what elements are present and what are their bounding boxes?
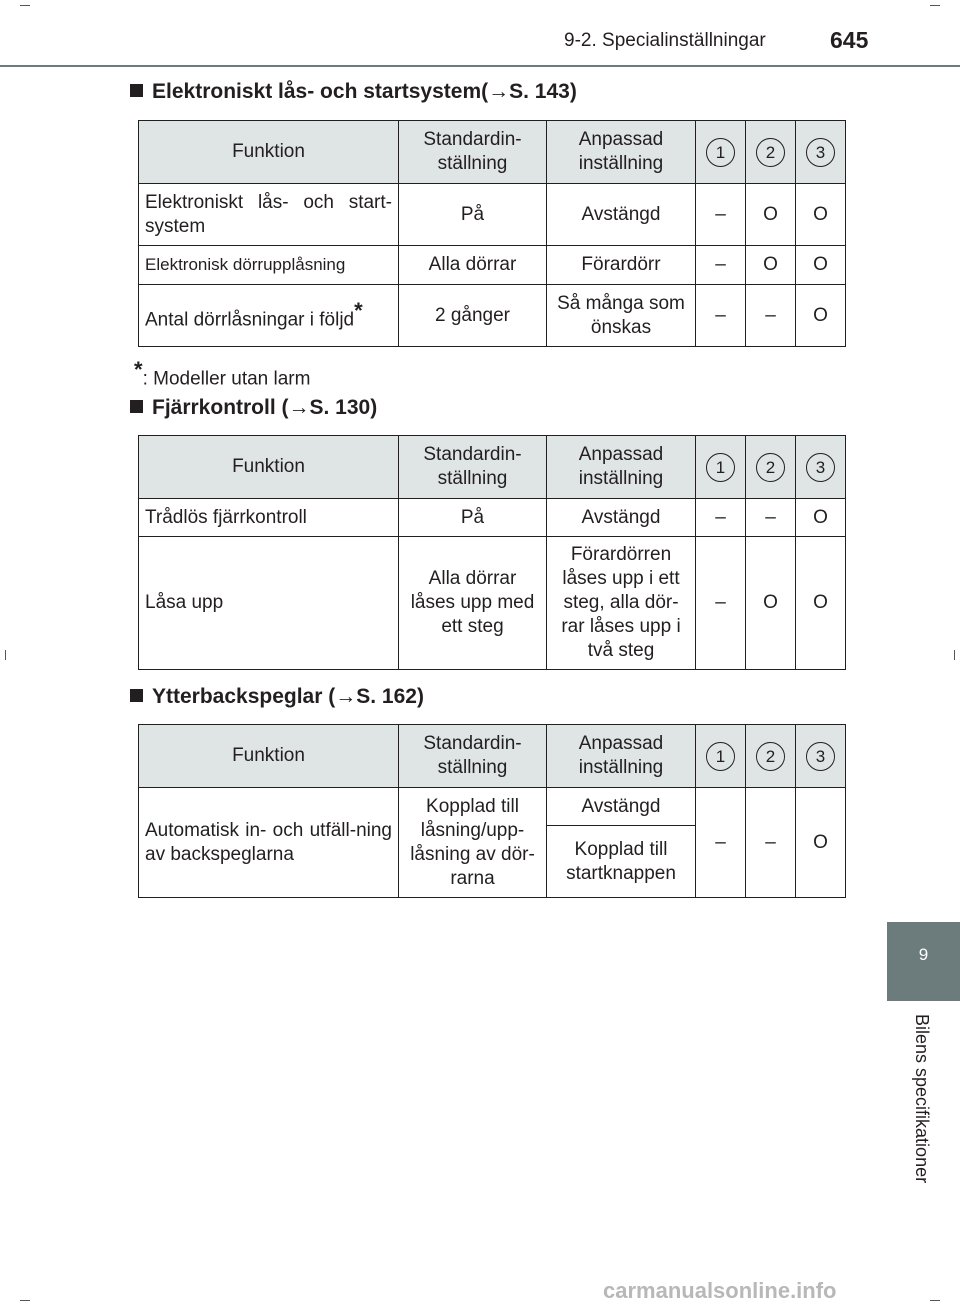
col-3 — [796, 725, 846, 788]
bullet-square-icon — [130, 84, 143, 97]
crop-mark — [930, 1300, 940, 1301]
cell-anpassad: Så många som önskas — [547, 285, 696, 347]
table-row — [139, 788, 846, 826]
chapter-label — [887, 1008, 960, 1208]
cell-c1: – — [696, 788, 746, 898]
col-3 — [796, 436, 846, 499]
cell-funktion: Elektronisk dörrupplåsning — [139, 246, 399, 285]
cell-c2: – — [746, 285, 796, 347]
crop-mark — [20, 1300, 30, 1301]
table-header-row — [139, 725, 846, 788]
circle-3-icon: 3 — [806, 742, 835, 771]
circle-1-icon: 1 — [706, 742, 735, 771]
circle-3-icon: 3 — [806, 453, 835, 482]
cell-c2: O — [746, 246, 796, 285]
table-ytterbackspeglar — [138, 724, 846, 898]
col-2 — [746, 121, 796, 184]
table-row — [139, 246, 846, 285]
cell-funktion-text: Antal dörrlåsningar i följd — [145, 309, 355, 331]
cell-anpassad: Avstängd — [547, 499, 696, 537]
col-standard: Standardin-ställning — [399, 436, 547, 499]
heading-text: Ytterbackspeglar (→S. 162) — [152, 685, 424, 708]
col-1 — [696, 725, 746, 788]
crop-mark — [930, 5, 940, 6]
cell-anpassad: Förardörr — [547, 246, 696, 285]
section-heading-elektroniskt — [130, 80, 577, 104]
chapter-tab — [887, 922, 960, 1001]
col-funktion: Funktion — [139, 121, 399, 184]
col-funktion: Funktion — [139, 725, 399, 788]
col-2 — [746, 436, 796, 499]
cell-c1: – — [696, 499, 746, 537]
cell-c1: – — [696, 246, 746, 285]
crop-mark — [20, 5, 30, 6]
header-rule — [0, 65, 960, 67]
footnote-text: : Modeller utan larm — [142, 368, 311, 390]
cell-c3: O — [796, 788, 846, 898]
cell-funktion — [139, 285, 399, 347]
section-title: 9-2. Specialinställningar — [564, 30, 766, 51]
circle-3-icon: 3 — [806, 138, 835, 167]
cell-standard: Alla dörrar — [399, 246, 547, 285]
table-header-row — [139, 436, 846, 499]
circle-1-icon: 1 — [706, 453, 735, 482]
crop-mark — [5, 650, 6, 660]
circle-1-icon: 1 — [706, 138, 735, 167]
col-1 — [696, 436, 746, 499]
cell-c2: O — [746, 537, 796, 670]
watermark: carmanualsonline.info — [603, 1278, 837, 1303]
cell-anpassad: Förardörren låses upp i ett steg, alla dör-rar låses upp i två steg — [547, 537, 696, 670]
cell-c3: O — [796, 184, 846, 246]
page-number: 645 — [830, 27, 869, 53]
cell-standard: På — [399, 184, 547, 246]
bullet-square-icon — [130, 400, 143, 413]
crop-mark — [954, 650, 955, 660]
col-2 — [746, 725, 796, 788]
col-funktion: Funktion — [139, 436, 399, 499]
circle-2-icon: 2 — [756, 742, 785, 771]
circle-2-icon: 2 — [756, 138, 785, 167]
cell-anpassad: Avstängd — [547, 184, 696, 246]
heading-text: Fjärrkontroll (→S. 130) — [152, 396, 378, 419]
cell-standard: Alla dörrar låses upp med ett steg — [399, 537, 547, 670]
cell-standard: På — [399, 499, 547, 537]
circle-2-icon: 2 — [756, 453, 785, 482]
cell-funktion: Låsa upp — [139, 537, 399, 670]
cell-c2: – — [746, 499, 796, 537]
table-header-row — [139, 121, 846, 184]
table-fjarrkontroll — [138, 435, 846, 670]
col-3 — [796, 121, 846, 184]
cell-c3: O — [796, 246, 846, 285]
cell-c3: O — [796, 537, 846, 670]
cell-c2: – — [746, 788, 796, 898]
cell-anpassad-1: Avstängd — [547, 788, 696, 826]
col-1 — [696, 121, 746, 184]
col-anpassad: Anpassad inställning — [547, 725, 696, 788]
col-anpassad: Anpassad inställning — [547, 121, 696, 184]
cell-c1: – — [696, 285, 746, 347]
cell-funktion: Automatisk in- och utfäll-ning av backspeglarna — [139, 788, 399, 898]
table-row — [139, 184, 846, 246]
heading-text: Elektroniskt lås- och startsystem(→S. 143) — [152, 80, 577, 103]
table-elektroniskt-las — [138, 120, 846, 347]
bullet-square-icon — [130, 689, 143, 702]
chapter-number: 9 — [918, 945, 929, 964]
cell-c1: – — [696, 184, 746, 246]
table-row — [139, 285, 846, 347]
section-heading-fjarrkontroll — [130, 396, 377, 420]
col-anpassad: Anpassad inställning — [547, 436, 696, 499]
table-row — [139, 537, 846, 670]
section-heading-ytterbackspeglar — [130, 685, 424, 709]
footnote-marker: * — [134, 357, 143, 382]
footnote — [134, 357, 310, 390]
cell-c1: – — [696, 537, 746, 670]
cell-standard: 2 gånger — [399, 285, 547, 347]
cell-funktion: Elektroniskt lås- och start-system — [139, 184, 399, 246]
cell-anpassad-2: Kopplad till startknappen — [547, 826, 696, 898]
cell-standard: Kopplad till låsning/upp-låsning av dör-rarna — [399, 788, 547, 898]
cell-c3: O — [796, 285, 846, 347]
cell-c2: O — [746, 184, 796, 246]
col-standard: Standardin-ställning — [399, 725, 547, 788]
cell-c3: O — [796, 499, 846, 537]
col-standard: Standardin-ställning — [399, 121, 547, 184]
table-row — [139, 499, 846, 537]
chapter-label-text: Bilens specifikationer — [912, 1014, 932, 1184]
cell-funktion: Trådlös fjärrkontroll — [139, 499, 399, 537]
footnote-marker: * — [354, 297, 363, 323]
